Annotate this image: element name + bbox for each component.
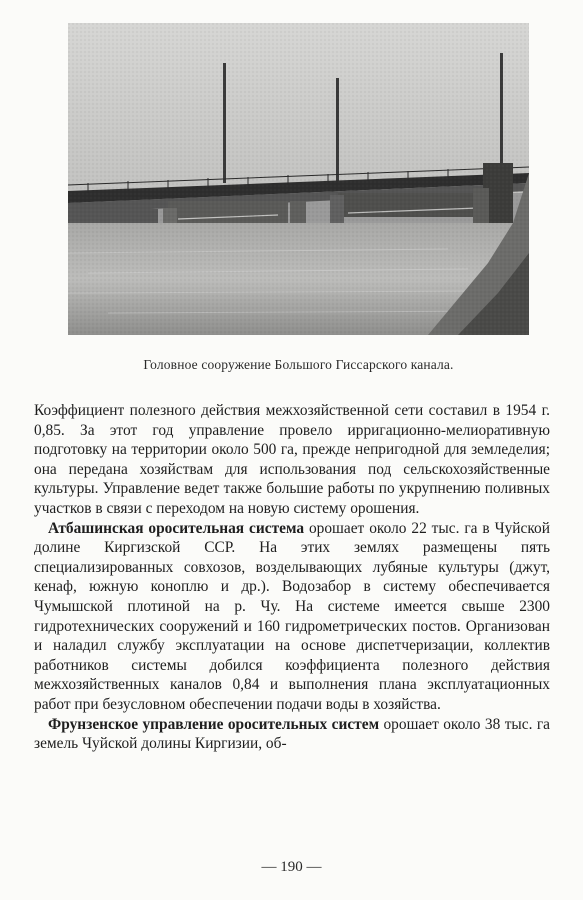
page-number: — 190 — [261, 859, 322, 875]
photo-caption: Головное сооружение Большого Гиссарского канала. [143, 357, 454, 372]
paragraph-lead: Атбашинская оросительная система [48, 519, 305, 537]
paragraph-text: орошает около 38 тыс. га земель Чуйской долины Киргизии, об- [34, 715, 551, 753]
paragraph-text: орошает около 22 тыс. га в Чуйской долине Киргизской ССР. На этих землях размещены пять специализированных совхозов, возделывающих лубяные культуры (джут, кенаф, южную коноплю и др.). Водозабор в систему обеспечивается Чумышской плотиной на р. Чу. На системе имеется свыше 2300 гидротехнических сооружений и 160 гидрометрических постов. Организован и наладил службу эксплуатации на основе диспетчеризации, коллектив работников системы добился коэффициента полезного действия межхозяйственных каналов 0,84 и выполнения плана эксплуатационных работ при безусловном обеспечении подачи воды в хозяйства. [34, 519, 550, 713]
body-text [34, 401, 550, 754]
dam-photo-illustration [68, 23, 529, 335]
paragraph [34, 715, 550, 754]
paragraph-lead: Фрунзенское управление оросительных систем [48, 715, 380, 733]
paragraph [34, 401, 550, 519]
dam-photo [68, 23, 529, 335]
paragraph-text: Коэффициент полезного действия межхозяйственной сети составил в 1954 г. 0,85. За этот год управление провело ирригационно-мелиоративную подготовку на территории около 500 га, прежде непригодной для земледелия; она передана хозяйствам для использования под сельскохозяйственные культуры. Управление ведет также большие работы по укрупнению поливных участков в связи с переходом на новую систему орошения. [34, 402, 550, 517]
paragraph [34, 519, 550, 715]
